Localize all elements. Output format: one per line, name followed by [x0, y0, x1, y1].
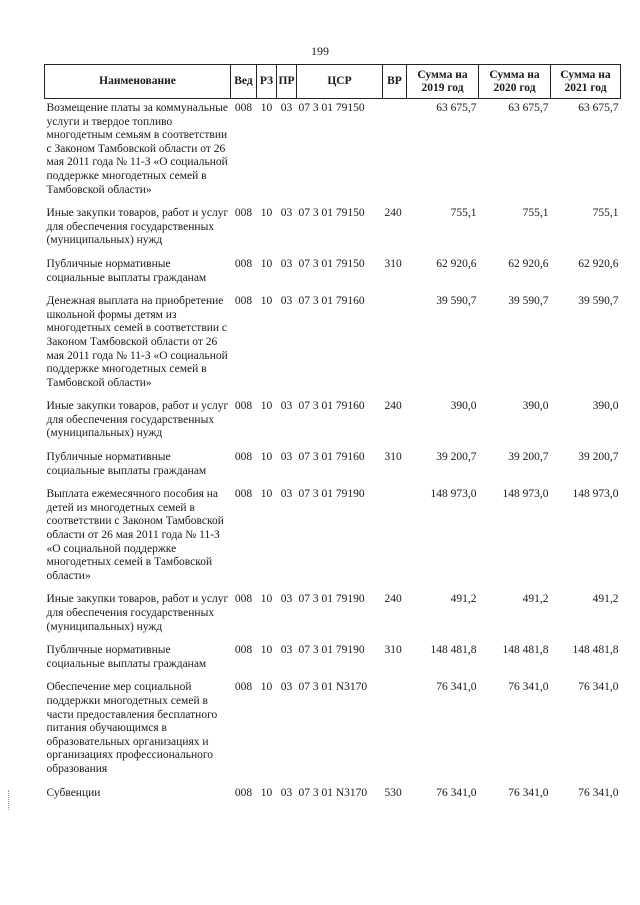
row-vr — [383, 99, 407, 198]
row-sum-2020: 39 590,7 — [508, 295, 549, 308]
row-sum-2021: 148 481,8 — [572, 644, 619, 657]
row-name: Выплата ежемесячного пособия на детей из многодетных семей в соответствии с Законом Тамбовской области от 26 мая 2011 года № 11-З «О социальной поддержке многодетных семей в Тамбовской области» — [46, 488, 224, 582]
row-pr: 03 — [280, 102, 293, 114]
row-sum-2021: 76 341,0 — [578, 786, 619, 799]
row-ved: 008 — [234, 593, 253, 606]
row-sum-2019: 39 200,7 — [436, 451, 477, 464]
row-vr: 310 — [384, 257, 402, 270]
row-sum-2019: 755,1 — [450, 207, 477, 220]
row-sum-2020: 755,1 — [522, 207, 549, 220]
row-ved: 008 — [234, 681, 253, 694]
row-rz: 10 — [260, 257, 273, 270]
row-name: Иные закупки товаров, работ и услуг для обеспечения государственных (муниципальных) нужд — [46, 400, 229, 440]
row-rz: 10 — [260, 451, 273, 464]
row-rz: 10 — [260, 295, 273, 308]
row-vr — [383, 681, 407, 776]
row-rz: 10 — [260, 681, 273, 694]
row-vr: 310 — [384, 644, 402, 657]
row-sum-2020: 148 973,0 — [502, 488, 549, 501]
row-csr: 07 3 01 79160 — [298, 400, 365, 413]
row-ved: 008 — [234, 488, 253, 501]
row-rz: 10 — [260, 400, 273, 413]
row-name: Субвенции — [46, 786, 101, 799]
row-sum-2020: 390,0 — [522, 400, 549, 413]
header-pr: ПР — [277, 65, 297, 99]
table-row — [45, 451, 621, 478]
row-pr: 03 — [280, 593, 293, 606]
row-vr: 240 — [384, 400, 402, 413]
table-row — [45, 644, 621, 671]
row-sum-2020: 62 920,6 — [508, 257, 549, 270]
row-sum-2021: 390,0 — [592, 400, 619, 413]
row-ved: 008 — [234, 400, 253, 413]
row-ved: 008 — [234, 102, 253, 114]
row-name: Иные закупки товаров, работ и услуг для обеспечения государственных (муниципальных) нужд — [46, 593, 229, 633]
row-sum-2019: 148 973,0 — [430, 488, 477, 501]
row-ved: 008 — [234, 207, 253, 220]
row-pr: 03 — [280, 451, 293, 464]
row-sum-2020: 76 341,0 — [508, 681, 549, 694]
row-ved: 008 — [234, 295, 253, 308]
row-sum-2021: 755,1 — [592, 207, 619, 220]
row-pr: 03 — [280, 257, 293, 270]
row-sum-2019: 148 481,8 — [430, 644, 477, 657]
row-vr — [383, 295, 407, 390]
row-sum-2021: 148 973,0 — [572, 488, 619, 501]
row-name: Публичные нормативные социальные выплаты гражданам — [46, 257, 207, 284]
row-name: Возмещение платы за коммунальные услуги и твердое топливо многодетным семьям в соответствии с Законом Тамбовской области от 26 мая 2011 года № 11-З «О социальной поддержке многодетных семей в Тамбовской области» — [46, 102, 228, 196]
row-name: Обеспечение мер социальной поддержки многодетных семей в части предоставления бесплатного питания обучающимся в образовательных организациях и организациях профессионального образования — [46, 681, 218, 775]
row-ved: 008 — [234, 786, 253, 799]
row-sum-2020: 148 481,8 — [502, 644, 549, 657]
table-row — [45, 207, 621, 248]
table-row — [45, 99, 621, 198]
row-rz: 10 — [260, 786, 273, 799]
row-pr: 03 — [280, 488, 293, 501]
table-row — [45, 681, 621, 776]
row-pr: 03 — [280, 207, 293, 220]
row-sum-2019: 491,2 — [450, 593, 477, 606]
row-ved: 008 — [234, 644, 253, 657]
row-sum-2021: 39 590,7 — [578, 295, 619, 308]
row-csr: 07 3 01 79190 — [298, 644, 365, 657]
row-sum-2019: 76 341,0 — [436, 681, 477, 694]
row-csr: 07 3 01 79190 — [298, 593, 365, 606]
header-sum-2021: Сумма на 2021 год — [551, 65, 621, 99]
row-name: Иные закупки товаров, работ и услуг для обеспечения государственных (муниципальных) нужд — [46, 207, 229, 247]
row-pr: 03 — [280, 681, 293, 694]
row-vr: 530 — [384, 786, 402, 799]
row-vr: 240 — [384, 593, 402, 606]
row-sum-2020: 39 200,7 — [508, 451, 549, 464]
row-sum-2019: 62 920,6 — [436, 257, 477, 270]
header-sum-2020: Сумма на 2020 год — [479, 65, 551, 99]
row-csr: 07 3 01 79160 — [298, 295, 365, 308]
header-csr: ЦСР — [297, 65, 383, 99]
row-sum-2019: 63 675,7 — [436, 102, 477, 114]
row-sum-2019: 390,0 — [450, 400, 477, 413]
row-vr — [383, 488, 407, 583]
header-vr: ВР — [383, 65, 407, 99]
table-row — [45, 400, 621, 441]
scan-margin-mark — [8, 790, 10, 810]
row-csr: 07 3 01 79160 — [298, 451, 365, 464]
row-rz: 10 — [260, 593, 273, 606]
table-header — [45, 65, 621, 99]
row-csr: 07 3 01 79190 — [298, 488, 365, 501]
page-number: 199 — [311, 44, 329, 58]
row-pr: 03 — [280, 644, 293, 657]
table-row — [45, 787, 621, 801]
row-csr: 07 3 01 79150 — [298, 102, 365, 114]
table-row — [45, 593, 621, 634]
table-body — [45, 99, 621, 801]
row-name: Денежная выплата на приобретение школьной формы детям из многодетных семей в соответствии с Законом Тамбовской области от 26 мая 2011 года № 11-З «О социальной поддержке многодетных семей в Тамбовской области» — [46, 295, 228, 389]
row-rz: 10 — [260, 488, 273, 501]
table-row — [45, 488, 621, 583]
row-sum-2021: 491,2 — [592, 593, 619, 606]
row-vr: 240 — [384, 207, 402, 220]
row-rz: 10 — [260, 102, 273, 114]
row-sum-2020: 63 675,7 — [508, 102, 549, 114]
row-sum-2021: 62 920,6 — [578, 257, 619, 270]
row-pr: 03 — [280, 400, 293, 413]
row-csr: 07 3 01 N3170 — [298, 681, 368, 694]
row-csr: 07 3 01 N3170 — [298, 786, 368, 799]
header-sum-2019: Сумма на 2019 год — [407, 65, 479, 99]
row-csr: 07 3 01 79150 — [298, 207, 365, 220]
row-rz: 10 — [260, 207, 273, 220]
row-sum-2021: 39 200,7 — [578, 451, 619, 464]
row-rz: 10 — [260, 644, 273, 657]
header-name: Наименование — [45, 65, 231, 99]
row-sum-2021: 76 341,0 — [578, 681, 619, 694]
row-name: Публичные нормативные социальные выплаты гражданам — [46, 451, 207, 477]
row-vr: 310 — [384, 451, 402, 464]
header-ved: Вед — [231, 65, 257, 99]
row-ved: 008 — [234, 257, 253, 270]
row-pr: 03 — [280, 295, 293, 308]
row-sum-2019: 76 341,0 — [436, 786, 477, 799]
row-ved: 008 — [234, 451, 253, 464]
table-row — [45, 258, 621, 285]
row-sum-2020: 491,2 — [522, 593, 549, 606]
row-csr: 07 3 01 79150 — [298, 257, 365, 270]
row-sum-2021: 63 675,7 — [578, 102, 619, 114]
budget-table — [44, 64, 621, 800]
row-sum-2020: 76 341,0 — [508, 786, 549, 799]
row-name: Публичные нормативные социальные выплаты гражданам — [46, 644, 207, 670]
row-sum-2019: 39 590,7 — [436, 295, 477, 308]
row-pr: 03 — [280, 786, 293, 799]
header-rz: РЗ — [257, 65, 277, 99]
table-row — [45, 295, 621, 390]
